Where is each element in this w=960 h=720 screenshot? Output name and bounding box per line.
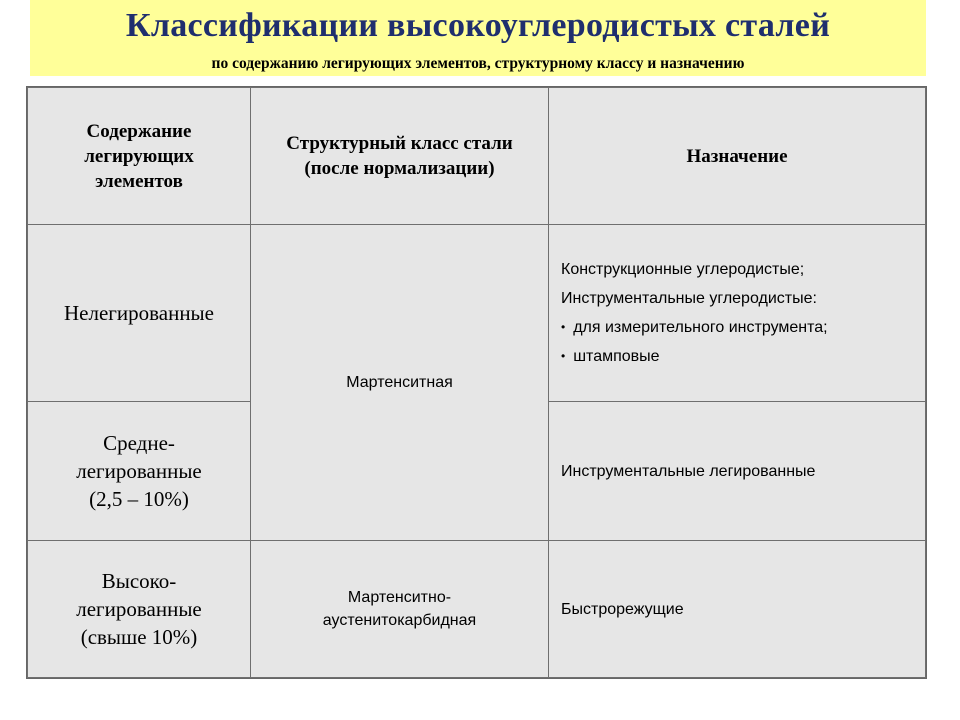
header-purpose: [548, 87, 926, 225]
structure-label-martensitic: Мартенситная: [346, 374, 453, 391]
classification-table: [26, 86, 927, 679]
purpose-line-tool: Инструментальные углеродистые:: [561, 290, 817, 307]
row-unalloyed-purpose: [548, 224, 926, 402]
alloy-high-line2: легированные: [76, 597, 202, 621]
bullet-icon: •: [561, 320, 566, 334]
purpose-bullet-stamping-text: штамповые: [573, 348, 660, 365]
row-high-alloy: [27, 540, 251, 678]
row-medium-alloy: [27, 401, 251, 541]
header-purpose-label: Назначение: [686, 145, 788, 167]
structure-mac-line2: аустенитокарбидная: [322, 612, 477, 629]
page-title: Классификации высокоуглеродистых сталей: [125, 7, 831, 44]
header-alloy-content: [27, 87, 251, 225]
purpose-bullet-stamping: [561, 342, 828, 371]
purpose-bullet-measuring-text: для измерительного инструмента;: [573, 319, 828, 336]
structure-martensitic-austenitic-carbide: [250, 540, 549, 678]
alloy-label-medium: [76, 429, 202, 513]
purpose-line-structural: Конструкционные углеродистые;: [561, 261, 805, 278]
purpose-bullet-measuring: [561, 313, 828, 342]
alloy-label-unalloyed: Нелегированные: [63, 301, 214, 325]
purpose-tool-alloyed: Инструментальные легированные: [561, 462, 816, 480]
bullet-icon: •: [561, 349, 566, 363]
structure-mac-line1: Мартенситно-: [347, 589, 452, 606]
alloy-label-high: [76, 567, 202, 651]
title-banner: [30, 0, 926, 76]
row-high-purpose: [548, 540, 926, 678]
row-unalloyed-alloy: [27, 224, 251, 402]
alloy-medium-line3: (2,5 – 10%): [89, 487, 189, 511]
purpose-list-unalloyed: [561, 255, 828, 371]
alloy-medium-line2: легированные: [76, 459, 202, 483]
header-alloy-content-label: Содержание легирующих элементов: [84, 120, 194, 192]
header-structure-class-label: Структурный класс стали (после нормализации): [286, 133, 513, 179]
alloy-high-line3: (свыше 10%): [80, 625, 198, 649]
header-structure-class: [250, 87, 549, 225]
alloy-high-line1: Высоко-: [101, 569, 177, 593]
structure-label-mac: [323, 586, 476, 632]
row-medium-purpose: [548, 401, 926, 541]
page-subtitle: по содержанию легирующих элементов, структурному классу и назначению: [211, 55, 745, 72]
alloy-medium-line1: Средне-: [103, 431, 175, 455]
purpose-high-speed: Быстрорежущие: [561, 600, 684, 618]
structure-martensitic: [250, 224, 549, 541]
